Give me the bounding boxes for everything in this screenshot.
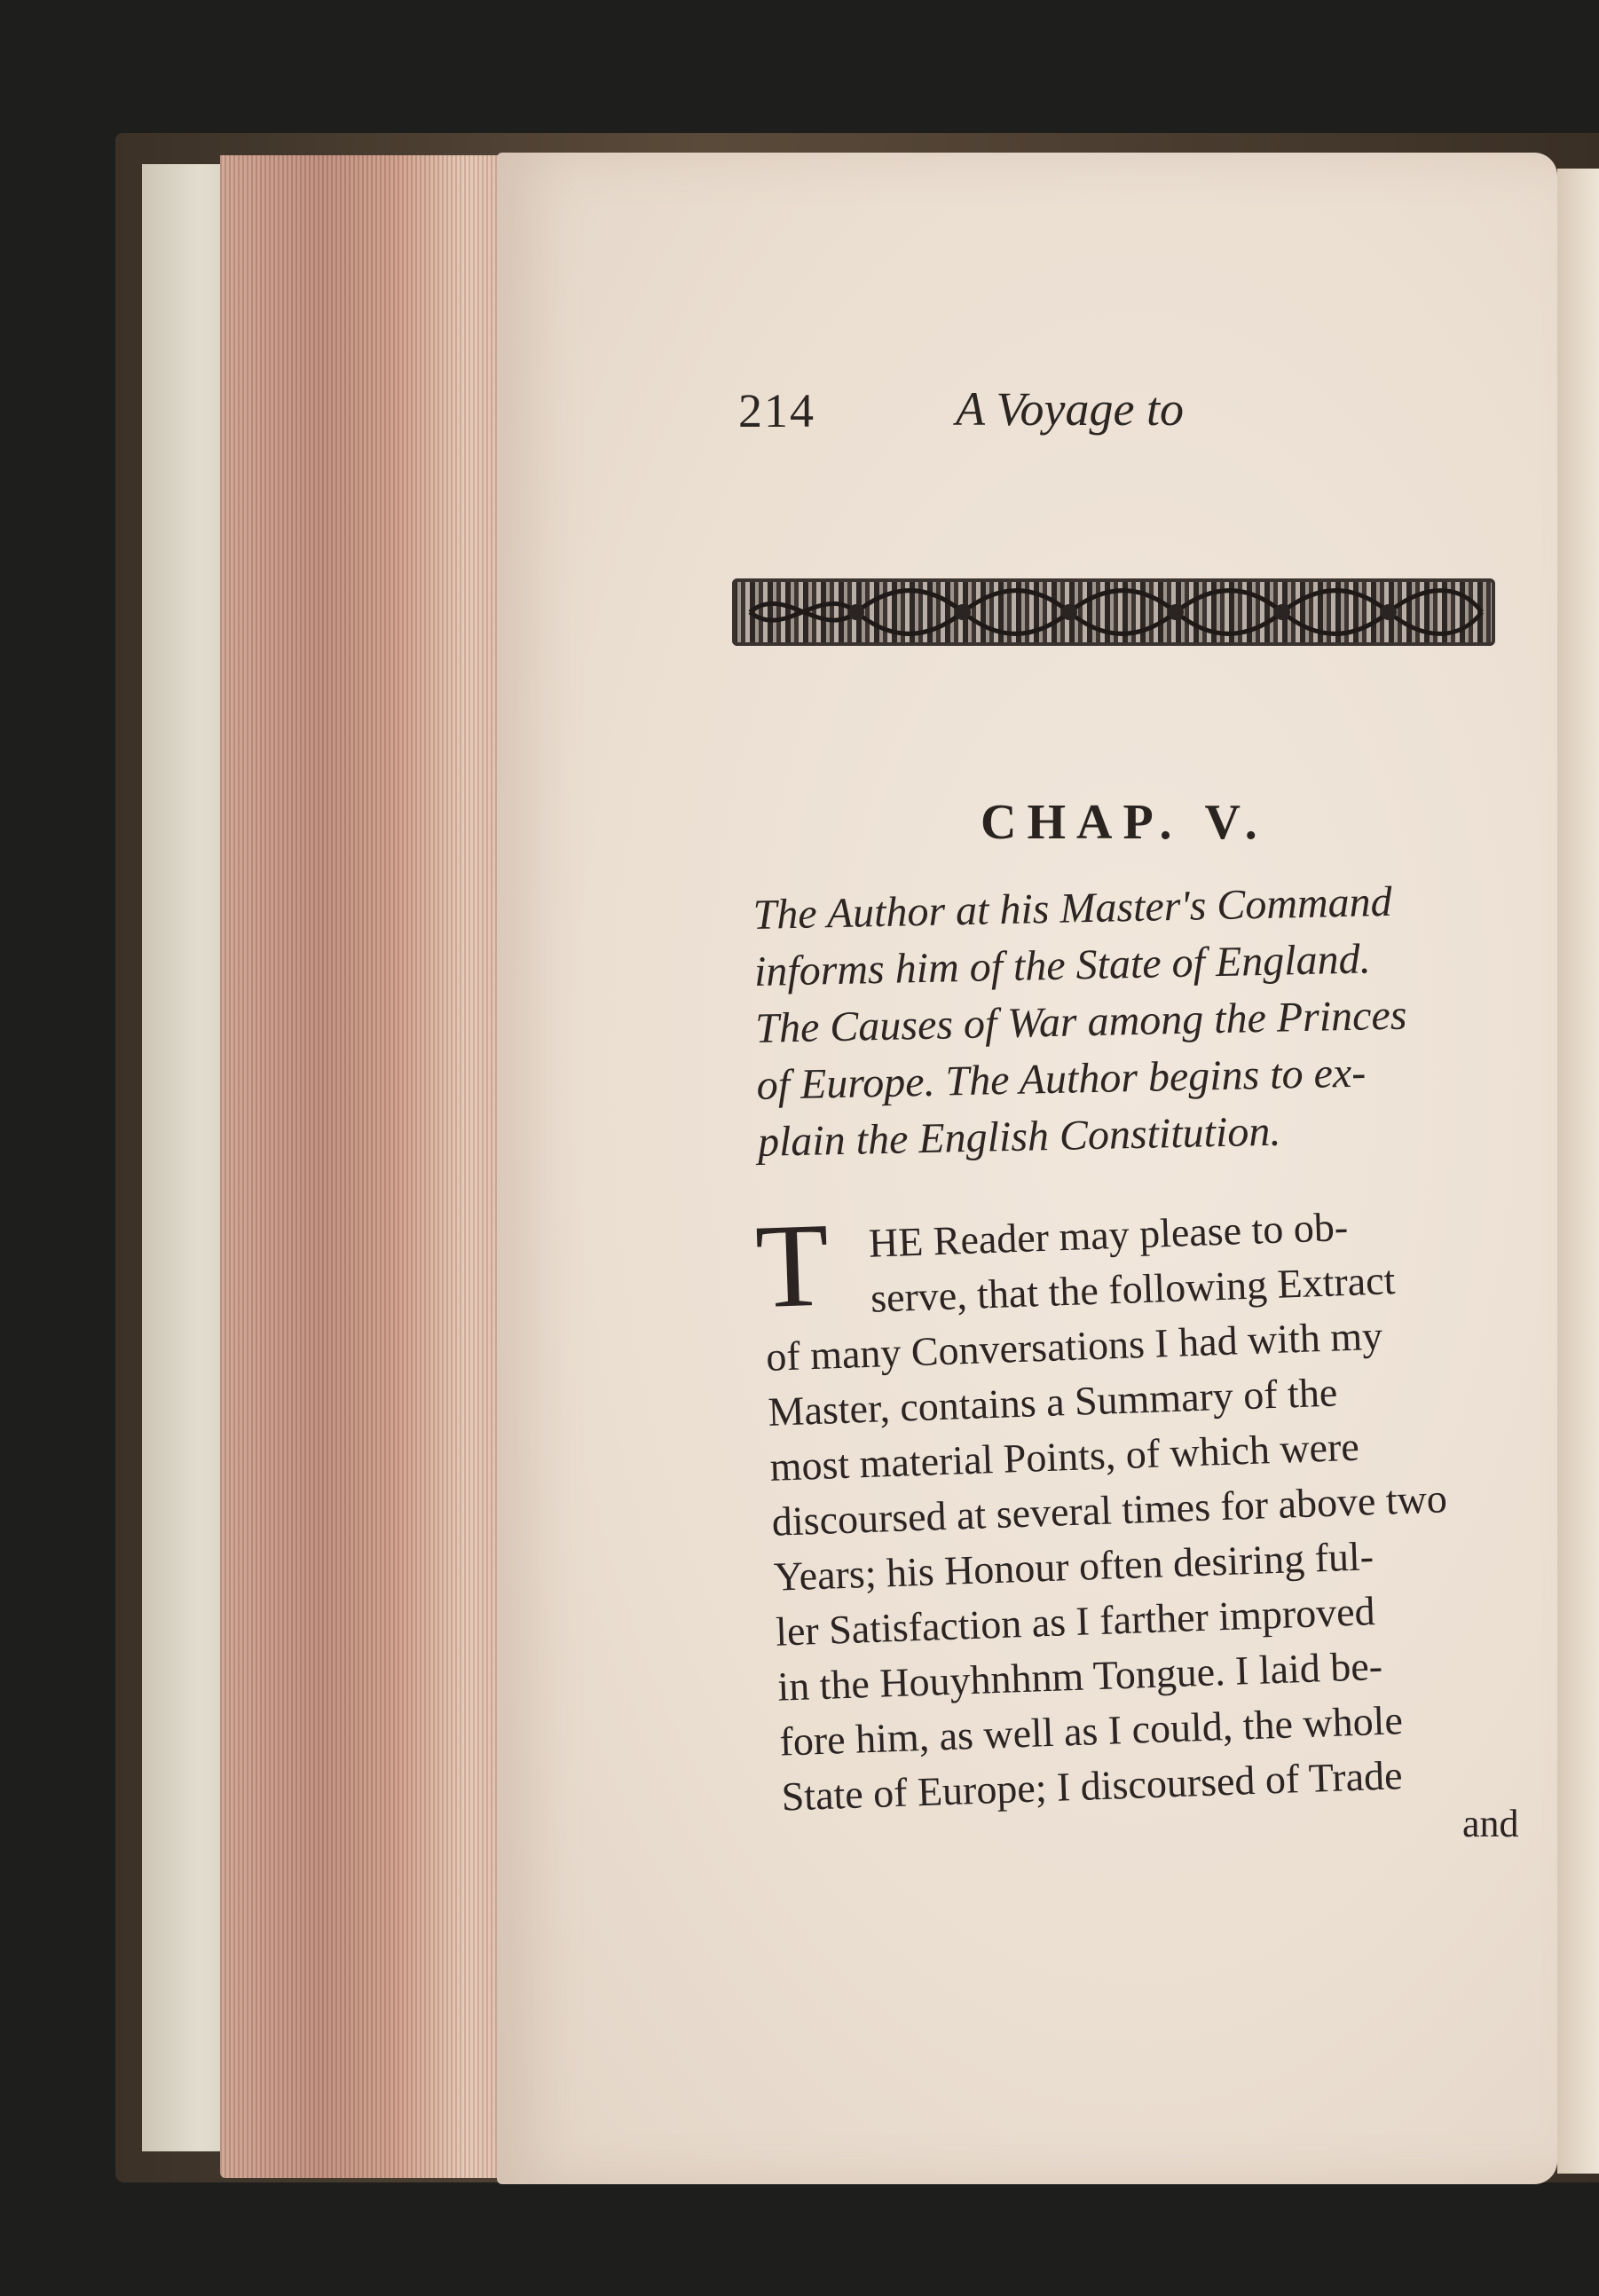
body-line: in the Houyhnhnm Tongue. I laid be- [776,1642,1383,1710]
chapter-summary [752,872,1495,1171]
summary-line: plain the English Constitution. [757,1107,1281,1166]
summary-line: The Causes of War among the Princes [754,991,1407,1052]
body-line: State of Europe; I discoursed of Trade [780,1752,1404,1820]
page-number: 214 [738,384,815,437]
chapter-title: CHAP. V. [981,795,1268,850]
book-page [497,153,1557,2184]
summary-line: The Author at his Master's Command [752,877,1393,939]
body-line: fore him, as well as I could, the whole [778,1697,1404,1765]
body-line: serve, that the following Extract [870,1257,1397,1321]
body-line: discoursed at several times for above two [770,1475,1448,1545]
decorative-headpiece [732,578,1495,646]
page-header [738,383,1306,445]
body-line: of many Conversations I had with my [765,1312,1383,1380]
page-edges [220,155,513,2178]
body-line: most material Points, of which were [768,1423,1360,1490]
body-line: Master, contains a Summary of the [767,1369,1339,1435]
body-line: ler Satisfaction as I farther improved [775,1588,1376,1655]
drop-cap: T [753,1199,831,1334]
facing-page-edge [1557,169,1599,2174]
body-line: Years; his Honour often desiring ful- [773,1533,1375,1600]
catchword: and [1462,1802,1519,1845]
running-head: A Voyage to [956,382,1184,436]
body-text [753,1194,1527,1825]
summary-line: informs him of the State of England. [753,935,1372,995]
summary-line: of Europe. The Author begins to ex- [756,1049,1367,1109]
headpiece-scroll-icon [732,578,1495,646]
body-line: HE Reader may please to ob- [868,1203,1349,1266]
